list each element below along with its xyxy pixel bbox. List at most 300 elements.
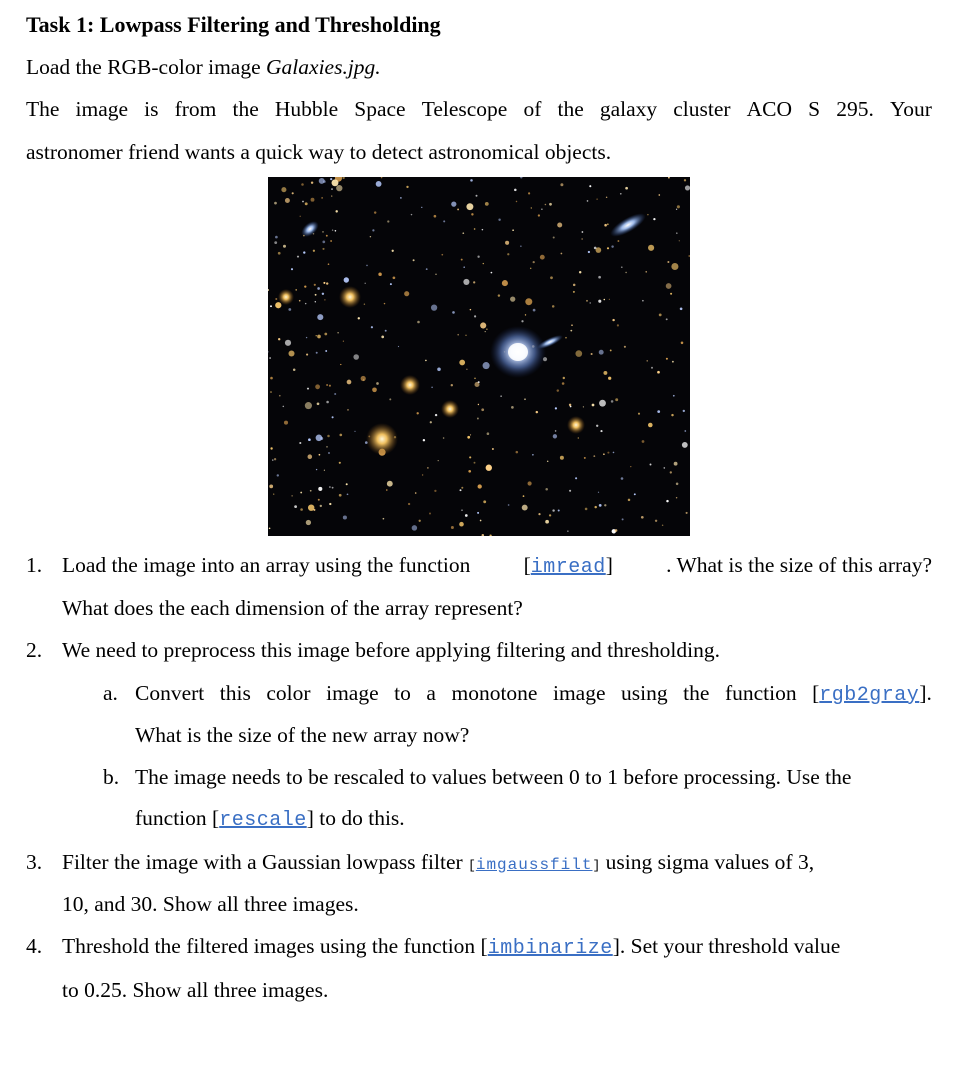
star-dot <box>625 187 628 190</box>
star-dot <box>463 279 469 285</box>
star-dot <box>483 263 484 264</box>
star-dot <box>300 508 303 511</box>
star-dot <box>465 335 466 336</box>
star-dot <box>438 460 439 461</box>
star-dot <box>603 453 605 455</box>
star-dot <box>666 500 668 502</box>
star-dot <box>659 313 662 316</box>
item-1-line-1 <box>62 553 932 579</box>
star-dot <box>569 404 571 406</box>
star-dot <box>600 430 602 432</box>
star-dot <box>284 421 288 425</box>
code-link-imbinarize[interactable]: imbinarize <box>487 937 613 960</box>
star-dot <box>326 282 328 284</box>
star-dot <box>653 218 655 220</box>
star-dot <box>648 423 653 428</box>
star-dot <box>443 220 445 222</box>
star-dot <box>563 377 565 379</box>
star-dot <box>318 487 322 491</box>
star-dot <box>459 360 465 366</box>
star-dot <box>483 362 490 369</box>
star-dot <box>435 414 437 416</box>
star-dot <box>385 330 387 332</box>
star-dot <box>462 232 464 234</box>
star-dot <box>387 481 393 487</box>
star-dot <box>311 181 313 183</box>
star-dot <box>555 430 557 432</box>
star-dot <box>383 518 385 520</box>
star-dot <box>638 413 640 415</box>
star-dot <box>520 246 521 247</box>
star-dot <box>277 474 279 476</box>
star-dot <box>343 341 344 342</box>
star-dot <box>498 219 500 221</box>
star-dot <box>274 241 277 244</box>
star-dot <box>322 293 324 295</box>
star-dot <box>673 395 675 397</box>
star-dot <box>434 490 436 492</box>
star-dot <box>468 470 471 473</box>
star-dot <box>514 189 517 192</box>
star-dot <box>510 296 515 301</box>
star-dot <box>326 384 328 386</box>
star-dot <box>319 454 321 456</box>
star-dot <box>313 509 315 511</box>
star-dot <box>316 335 317 336</box>
star-dot <box>657 371 660 374</box>
star-dot <box>408 503 410 505</box>
star-dot <box>320 505 322 507</box>
star-dot <box>530 268 531 269</box>
star-dot <box>317 314 323 320</box>
item-2-number: 2. <box>26 638 43 662</box>
star-dot <box>461 487 463 489</box>
code-link-rescale[interactable]: rescale <box>219 809 307 832</box>
star-dot <box>437 368 441 372</box>
star-dot <box>339 434 342 437</box>
item-3-text-before: Filter the image with a Gaussian lowpass filter <box>62 850 469 874</box>
star-dot <box>621 477 624 480</box>
star-dot <box>412 525 418 531</box>
bracket-open: [ <box>468 858 476 873</box>
star-dot <box>268 289 269 291</box>
star-dot <box>322 241 325 244</box>
star-dot <box>308 438 311 441</box>
star-dot <box>270 377 273 380</box>
star-dot <box>270 305 272 307</box>
item-1-code-ref <box>524 553 613 579</box>
star-dot <box>642 300 644 302</box>
star-dot <box>471 213 473 215</box>
star-dot <box>431 386 433 388</box>
star-dot <box>599 504 602 507</box>
star-dot <box>272 459 273 460</box>
star-dot <box>406 186 408 188</box>
star-dot <box>353 354 359 360</box>
star-dot <box>361 376 366 381</box>
intro-line-2: astronomer friend wants a quick way to detect astronomical objects. <box>26 140 612 164</box>
star-dot <box>628 499 631 502</box>
star-dot <box>474 228 476 230</box>
load-filename: Galaxies.jpg. <box>266 55 381 79</box>
star-dot <box>575 350 582 357</box>
star-dot <box>596 425 598 427</box>
star-dot <box>457 208 459 210</box>
star-dot <box>688 255 690 257</box>
star-dot <box>491 272 493 274</box>
intro-word: the <box>232 97 259 121</box>
star-dot <box>604 504 606 506</box>
star-dot <box>686 512 688 514</box>
star-dot <box>273 493 274 494</box>
star-dot <box>316 434 323 441</box>
item-2a-word: to <box>394 681 411 705</box>
star-dot <box>331 188 333 190</box>
intro-word: of <box>523 97 542 121</box>
item-2b-line-2 <box>135 806 405 832</box>
item-2a-word: image <box>552 681 606 705</box>
star-dot <box>521 320 523 322</box>
star-dot <box>347 493 349 495</box>
star-dot <box>337 332 338 333</box>
star-dot <box>478 484 482 488</box>
star-dot <box>486 465 492 471</box>
star-dot <box>607 223 609 225</box>
star-dot <box>285 198 290 203</box>
star-dot <box>681 342 684 345</box>
star-dot <box>524 398 526 400</box>
star-dot <box>347 380 352 385</box>
item-4-line-1 <box>62 934 932 960</box>
star-dot <box>470 309 472 311</box>
star-dot <box>477 256 479 258</box>
item-2a-code-ref <box>812 681 932 707</box>
star-dot <box>598 276 601 279</box>
star-dot <box>340 364 341 365</box>
star-dot <box>275 236 278 239</box>
star-dot <box>451 384 453 386</box>
star-dot <box>326 235 328 237</box>
star-dot <box>545 204 547 206</box>
star-dot <box>584 457 586 459</box>
star-dot <box>299 300 301 302</box>
star-dot <box>613 452 615 454</box>
star-dot <box>611 245 613 247</box>
star-dot <box>315 384 320 389</box>
star-dot <box>617 240 619 242</box>
star-dot <box>586 300 588 302</box>
star-dot <box>486 329 487 330</box>
star-dot <box>421 207 422 208</box>
star-dot <box>581 238 582 239</box>
spiral-galaxy-core <box>508 343 528 361</box>
star-dot <box>651 367 653 369</box>
item-4-line-2: to 0.25. Show all three images. <box>62 978 329 1002</box>
star-dot <box>306 520 311 525</box>
star-dot <box>657 410 660 413</box>
star-dot <box>621 266 623 268</box>
star-dot <box>322 248 324 250</box>
star-dot <box>672 361 674 363</box>
star-dot <box>593 455 595 457</box>
star-dot <box>502 280 508 286</box>
star-dot <box>465 514 468 517</box>
star-dot <box>569 490 571 492</box>
star-dot <box>393 276 396 279</box>
star-dot <box>599 350 604 355</box>
star-dot <box>570 330 572 332</box>
star-dot <box>608 377 611 380</box>
intro-word: 295. <box>836 97 874 121</box>
intro-word: cluster <box>673 97 731 121</box>
intro-word: Telescope <box>421 97 508 121</box>
star-dot <box>476 195 478 197</box>
elliptical-galaxy-right <box>567 416 585 434</box>
star-dot <box>596 198 598 200</box>
item-1-number: 1. <box>26 553 43 577</box>
star-dot <box>582 231 584 233</box>
star-dot <box>485 331 486 332</box>
star-dot <box>466 369 467 370</box>
star-dot <box>293 368 296 371</box>
star-dot <box>611 400 614 403</box>
star-dot <box>579 271 581 273</box>
star-dot <box>417 321 420 324</box>
star-dot <box>575 477 577 479</box>
star-dot <box>294 505 297 508</box>
bracket-open: [ <box>212 806 220 830</box>
star-dot <box>523 495 525 497</box>
code-link-imgaussfilt[interactable]: imgaussfilt <box>475 856 593 874</box>
star-dot <box>376 382 379 385</box>
star-dot <box>676 483 679 486</box>
star-dot <box>505 241 509 245</box>
star-dot <box>451 201 456 206</box>
star-dot <box>331 195 332 196</box>
star-dot <box>677 205 680 208</box>
item-2b-text-before: function <box>135 806 213 830</box>
star-dot <box>321 197 323 199</box>
star-dot <box>641 516 644 519</box>
star-dot <box>604 299 606 301</box>
star-dot <box>545 488 548 491</box>
item-2a-letter: a. <box>103 681 118 705</box>
star-dot <box>512 229 514 231</box>
star-dot <box>297 256 299 258</box>
star-dot <box>612 319 614 321</box>
star-dot <box>324 299 325 300</box>
star-dot <box>467 436 470 439</box>
star-dot <box>441 254 443 256</box>
elliptical-galaxy-left <box>366 423 398 455</box>
star-dot <box>311 198 315 202</box>
item-2a-word: image <box>326 681 379 705</box>
star-dot <box>386 489 388 491</box>
star-dot <box>315 294 317 296</box>
star-dot <box>532 454 534 456</box>
star-dot <box>522 505 528 511</box>
intro-word: is <box>144 97 159 121</box>
star-dot <box>346 483 348 485</box>
item-1-text-after: . What is the size of this array? <box>666 553 932 577</box>
star-dot <box>663 467 665 469</box>
star-dot <box>615 529 618 532</box>
elliptical-galaxy-upper-left <box>339 286 361 308</box>
star-dot <box>270 447 272 449</box>
star-dot <box>270 391 272 393</box>
star-dot <box>400 197 402 199</box>
star-dot <box>498 294 500 296</box>
star-dot <box>429 512 431 514</box>
star-dot <box>372 387 377 392</box>
star-dot <box>301 183 304 186</box>
star-dot <box>292 192 294 194</box>
star-dot <box>417 412 419 414</box>
star-dot <box>642 440 645 443</box>
star-dot <box>358 317 360 319</box>
intro-word: S <box>808 97 821 121</box>
star-dot <box>470 434 471 435</box>
item-2a-word: using <box>621 681 668 705</box>
star-dot <box>376 181 382 187</box>
star-dot <box>609 299 610 300</box>
star-dot <box>419 520 421 522</box>
star-dot <box>335 230 337 232</box>
item-4-text-after: . Set your threshold value <box>619 934 841 958</box>
star-dot <box>587 200 589 202</box>
star-dot <box>573 291 575 293</box>
star-dot <box>269 485 273 489</box>
star-dot <box>334 393 336 395</box>
star-dot <box>590 302 591 303</box>
star-dot <box>324 333 327 336</box>
intro-word: galaxy <box>599 97 658 121</box>
star-dot <box>317 335 321 339</box>
star-dot <box>332 179 339 186</box>
load-prefix: Load the RGB-color image <box>26 55 267 79</box>
star-dot <box>313 250 315 252</box>
star-dot <box>413 259 415 261</box>
star-dot <box>384 303 385 304</box>
star-dot <box>392 250 394 252</box>
star-dot <box>685 185 690 190</box>
star-dot <box>525 314 526 315</box>
star-dot <box>676 209 677 210</box>
star-dot <box>371 326 373 328</box>
star-dot <box>435 274 436 275</box>
star-dot <box>325 350 327 352</box>
star-dot <box>622 518 624 520</box>
star-dot <box>425 360 427 362</box>
star-dot <box>516 451 519 454</box>
star-dot <box>500 395 501 396</box>
star-dot <box>269 357 271 359</box>
item-2a-word: the <box>683 681 710 705</box>
star-dot <box>585 508 588 511</box>
star-dot <box>533 309 536 312</box>
star-dot <box>617 324 619 326</box>
code-link-rgb2gray[interactable]: rgb2gray <box>819 684 920 707</box>
star-dot <box>658 194 660 196</box>
star-dot <box>550 276 553 279</box>
star-dot <box>482 229 484 231</box>
star-dot <box>555 407 557 409</box>
star-dot <box>549 514 551 516</box>
item-3-line-1 <box>62 850 932 875</box>
star-dot <box>666 358 668 360</box>
galaxy-cluster-image <box>268 177 690 536</box>
star-dot <box>411 214 412 215</box>
star-dot <box>275 298 277 300</box>
star-dot <box>457 334 459 336</box>
star-dot <box>516 201 517 202</box>
star-dot <box>492 448 494 450</box>
item-2a-word: Convert <box>135 681 205 705</box>
star-dot <box>647 214 649 216</box>
star-dot <box>389 398 391 400</box>
star-dot <box>295 289 297 291</box>
star-dot <box>378 273 382 277</box>
star-dot <box>531 207 532 208</box>
star-dot <box>615 398 618 401</box>
star-dot <box>305 303 306 304</box>
star-dot <box>624 346 626 348</box>
star-dot <box>381 177 382 178</box>
star-dot <box>473 281 475 283</box>
star-dot <box>274 202 277 205</box>
star-dot <box>583 406 584 407</box>
star-dot <box>536 411 538 413</box>
star-dot <box>336 185 342 191</box>
star-dot <box>463 266 465 268</box>
star-dot <box>648 245 654 251</box>
star-dot <box>592 404 595 407</box>
star-dot <box>478 404 479 405</box>
star-dot <box>647 360 648 361</box>
star-dot <box>489 535 491 536</box>
star-dot <box>604 224 607 227</box>
star-dot <box>461 259 463 261</box>
item-4-number: 4. <box>26 934 43 958</box>
star-dot <box>342 177 344 179</box>
item-3-text-after: using sigma values of 3, <box>600 850 815 874</box>
item-2-line-1: We need to preprocess this image before applying filtering and thresholding. <box>62 638 721 662</box>
star-dot <box>607 247 609 249</box>
star-dot <box>482 534 484 536</box>
elliptical-galaxy-center-left <box>400 375 420 395</box>
item-2b-letter: b. <box>103 765 120 789</box>
star-dot <box>481 408 484 411</box>
star-dot <box>552 509 554 511</box>
star-dot <box>422 474 423 475</box>
star-dot <box>374 211 376 213</box>
star-dot <box>538 513 540 515</box>
star-dot <box>560 183 563 186</box>
star-dot <box>511 406 514 409</box>
intro-word: the <box>557 97 584 121</box>
star-dot <box>670 471 672 473</box>
star-dot <box>560 456 564 460</box>
code-link-imread[interactable]: imread <box>530 556 606 579</box>
star-dot <box>630 466 631 467</box>
elliptical-galaxy-edge <box>278 289 294 305</box>
item-2a-line-2: What is the size of the new array now? <box>135 723 470 747</box>
star-dot <box>594 247 597 250</box>
star-dot <box>330 240 332 242</box>
star-dot <box>478 381 480 383</box>
star-dot <box>328 263 330 265</box>
bracket-open: [ <box>812 681 820 705</box>
